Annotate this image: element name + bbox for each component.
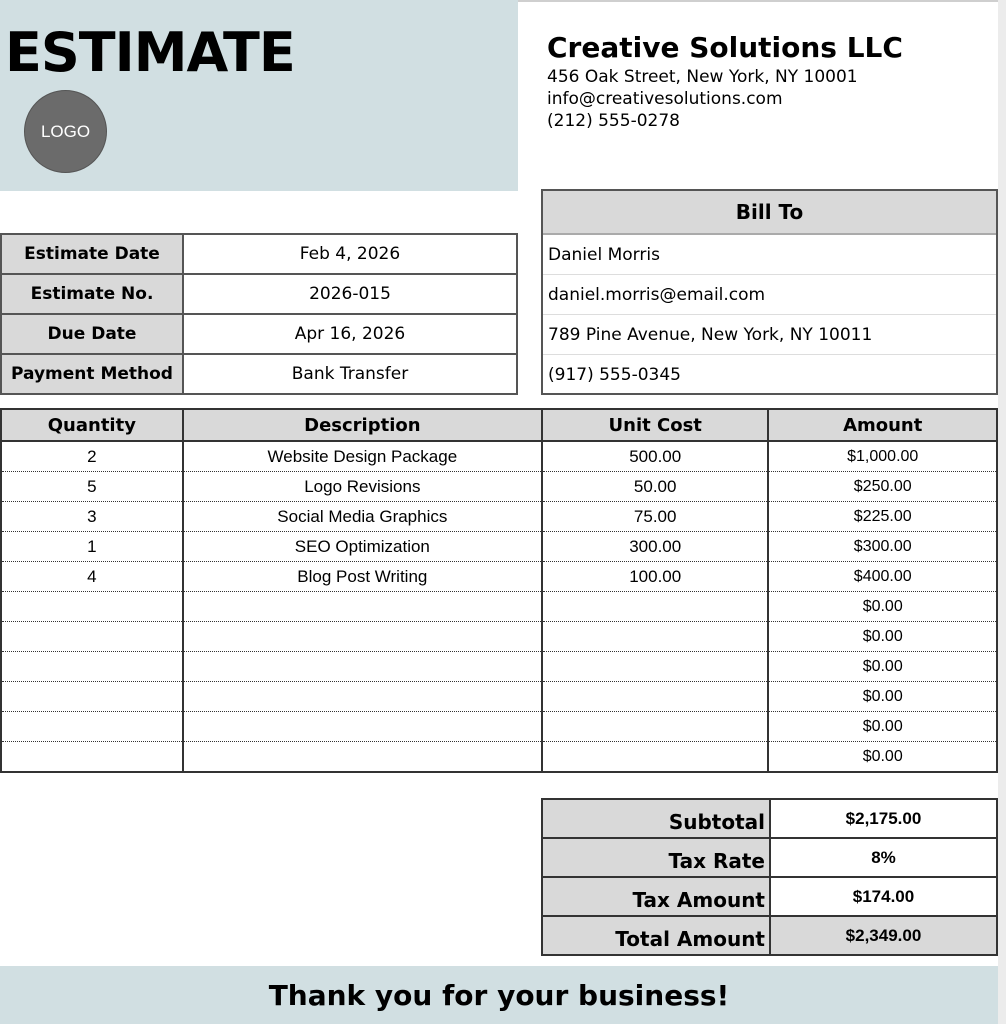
table-row	[1, 532, 997, 562]
table-row	[1, 742, 997, 773]
cell-quantity[interactable]: 4	[1, 562, 183, 592]
cell-quantity[interactable]: 2	[1, 441, 183, 472]
table-row	[1, 562, 997, 592]
meta-value[interactable]: 2026-015	[183, 274, 517, 314]
cell-unit-cost[interactable]	[542, 622, 768, 652]
total-amount-value: $2,349.00	[770, 916, 997, 955]
cell-amount: $300.00	[768, 532, 997, 562]
company-email: info@creativesolutions.com	[547, 89, 783, 109]
cell-description[interactable]: Logo Revisions	[183, 472, 542, 502]
bill-to-phone[interactable]: (917) 555-0345	[548, 365, 681, 385]
cell-unit-cost[interactable]: 75.00	[542, 502, 768, 532]
cell-quantity[interactable]	[1, 682, 183, 712]
cell-unit-cost[interactable]	[542, 652, 768, 682]
bill-to-email[interactable]: daniel.morris@email.com	[543, 275, 996, 315]
bill-to-heading: Bill To	[543, 191, 996, 235]
cell-description[interactable]	[183, 652, 542, 682]
cell-unit-cost[interactable]	[542, 742, 768, 773]
cell-unit-cost[interactable]	[542, 712, 768, 742]
company-name: Creative Solutions LLC	[547, 31, 903, 64]
tax-amount-value: $174.00	[770, 877, 997, 916]
meta-value[interactable]: Feb 4, 2026	[183, 234, 517, 274]
cell-description[interactable]	[183, 592, 542, 622]
meta-value[interactable]: Bank Transfer	[183, 354, 517, 394]
bill-to-address[interactable]: 789 Pine Avenue, New York, NY 10011	[543, 315, 996, 355]
cell-amount: $0.00	[768, 742, 997, 773]
subtotal-label: Subtotal	[542, 799, 770, 838]
table-row	[1, 592, 997, 622]
header-quantity: Quantity	[1, 409, 183, 441]
document-title: ESTIMATE	[5, 21, 295, 84]
company-phone: (212) 555-0278	[547, 111, 680, 131]
cell-amount: $1,000.00	[768, 441, 997, 472]
header-unit-cost: Unit Cost	[542, 409, 768, 441]
totals-row	[542, 838, 997, 877]
cell-description[interactable]	[183, 742, 542, 773]
header-amount: Amount	[768, 409, 997, 441]
company-address: 456 Oak Street, New York, NY 10001	[547, 67, 858, 87]
items-header-row	[1, 409, 997, 441]
header-description: Description	[183, 409, 542, 441]
meta-row	[1, 314, 517, 354]
totals-row	[542, 799, 997, 838]
cell-amount: $0.00	[768, 652, 997, 682]
cell-description[interactable]	[183, 622, 542, 652]
cell-quantity[interactable]: 3	[1, 502, 183, 532]
cell-quantity[interactable]	[1, 742, 183, 773]
tax-rate-value[interactable]: 8%	[770, 838, 997, 877]
right-scroll-edge	[998, 0, 1006, 1024]
cell-amount: $250.00	[768, 472, 997, 502]
cell-unit-cost[interactable]	[542, 592, 768, 622]
table-row	[1, 682, 997, 712]
meta-row	[1, 234, 517, 274]
totals-row	[542, 916, 997, 955]
table-row	[1, 652, 997, 682]
totals-row	[542, 877, 997, 916]
cell-description[interactable]: Website Design Package	[183, 441, 542, 472]
cell-unit-cost[interactable]: 500.00	[542, 441, 768, 472]
cell-amount: $0.00	[768, 592, 997, 622]
meta-label: Due Date	[1, 314, 183, 354]
table-row	[1, 502, 997, 532]
cell-quantity[interactable]	[1, 622, 183, 652]
bill-to-name[interactable]: Daniel Morris	[543, 235, 996, 275]
cell-amount: $400.00	[768, 562, 997, 592]
thank-you-message: Thank you for your business!	[268, 978, 730, 1012]
tax-rate-label: Tax Rate	[542, 838, 770, 877]
cell-amount: $0.00	[768, 622, 997, 652]
cell-unit-cost[interactable]: 50.00	[542, 472, 768, 502]
logo-text: LOGO	[40, 121, 91, 141]
cell-quantity[interactable]: 5	[1, 472, 183, 502]
footer-banner	[0, 966, 998, 1024]
table-row	[1, 712, 997, 742]
meta-row	[1, 354, 517, 394]
cell-quantity[interactable]	[1, 652, 183, 682]
table-row	[1, 441, 997, 472]
estimate-meta-table	[0, 233, 518, 395]
cell-quantity[interactable]: 1	[1, 532, 183, 562]
cell-description[interactable]: Blog Post Writing	[183, 562, 542, 592]
cell-description[interactable]: Social Media Graphics	[183, 502, 542, 532]
total-amount-label: Total Amount	[542, 916, 770, 955]
table-row	[1, 472, 997, 502]
cell-amount: $0.00	[768, 712, 997, 742]
table-row	[1, 622, 997, 652]
cell-description[interactable]: SEO Optimization	[183, 532, 542, 562]
cell-amount: $225.00	[768, 502, 997, 532]
line-items-table	[0, 408, 998, 773]
totals-table	[541, 798, 998, 956]
cell-unit-cost[interactable]: 300.00	[542, 532, 768, 562]
tax-amount-label: Tax Amount	[542, 877, 770, 916]
meta-label: Payment Method	[1, 354, 183, 394]
meta-label: Estimate Date	[1, 234, 183, 274]
subtotal-value: $2,175.00	[770, 799, 997, 838]
cell-amount: $0.00	[768, 682, 997, 712]
bill-to-box	[541, 189, 998, 395]
cell-quantity[interactable]	[1, 592, 183, 622]
meta-row	[1, 274, 517, 314]
cell-unit-cost[interactable]: 100.00	[542, 562, 768, 592]
cell-quantity[interactable]	[1, 712, 183, 742]
meta-label: Estimate No.	[1, 274, 183, 314]
cell-description[interactable]	[183, 682, 542, 712]
cell-unit-cost[interactable]	[542, 682, 768, 712]
logo-placeholder	[24, 90, 107, 173]
meta-value[interactable]: Apr 16, 2026	[183, 314, 517, 354]
cell-description[interactable]	[183, 712, 542, 742]
